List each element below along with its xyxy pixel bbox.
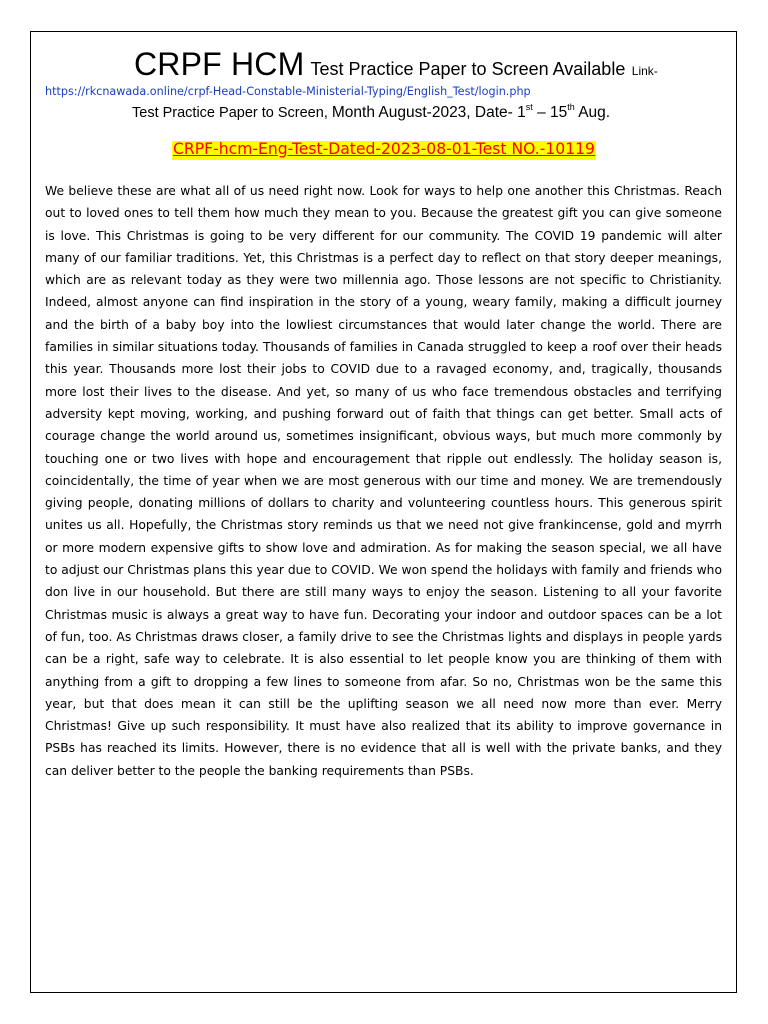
- date-dash: –: [532, 104, 550, 121]
- link-label: Link-: [631, 64, 658, 78]
- date-day-end: 15: [550, 104, 568, 121]
- practice-login-link[interactable]: https://rkcnawada.online/crpf-Head-Constable-Ministerial-Typing/English_Test/login.php: [45, 85, 531, 98]
- brand-title: CRPF HCM: [134, 46, 305, 82]
- header-title-line: [134, 48, 658, 80]
- test-title: CRPF-hcm-Eng-Test-Dated-2023-08-01-Test NO.-10119: [173, 140, 595, 158]
- header-date-line: [132, 103, 610, 121]
- test-title-row: [0, 141, 768, 160]
- date-sup-second: th: [567, 102, 575, 112]
- passage-text: We believe these are what all of us need right now. Look for ways to help one another this Christmas. Reach out to loved ones to tell them how much they mean to you. Because the greatest gift you can give someone is love. This Christmas is going to be very different for our community. The COVID 19 pandemic will alter many of our familiar traditions. Yet, this Christmas is a perfect day to reflect on that story deeper meanings, which are as relevant today as they were two millennia ago. Those lessons are not specific to Christianity. Indeed, almost anyone can find inspiration in the story of a young, weary family, making a difficult journey and the birth of a baby boy into the lowliest circumstances that would later change the world. There are families in similar situations today. Thousands of families in Canada struggled to keep a roof over their heads this year. Thousands more lost their jobs to COVID due to a ravaged economy, and, tragically, thousands more lost their lives to the disease. And yet, so many of us who face tremendous obstacles and terrifying adversity kept moving, working, and pushing forward out of faith that things can get better. Small acts of courage change the world around us, sometimes insignificant, obvious ways, but much more commonly by touching one or two lives with hope and encouragement that ripple out endlessly. The holiday season is, coincidentally, the time of year when we are most generous with our time and money. We are tremendously giving people, donating millions of dollars to charity and volunteering countless hours. This generous spirit unites us all. Hopefully, the Christmas story reminds us that we need not give frankincense, gold and myrrh or more modern expensive gifts to show love and admiration. As for making the season special, we all have to adjust our Christmas plans this year due to COVID. We won spend the holidays with family and friends who don live in our household. But there are still many ways to enjoy the season. Listening to all your favorite Christmas music is always a great way to have fun. Decorating your indoor and outdoor spaces can be a lot of fun, too. As Christmas draws closer, a family drive to see the Christmas lights and displays in people yards can be a right, safe way to celebrate. It is also essential to let people know you are thinking of them with anything from a gift to dropping a few lines to someone from afar. So no, Christmas won be the same this year, but that does mean it can still be the uplifting season we all need now more than ever. Merry Christmas! Give up such responsibility. It must have also realized that its ability to improve governance in PSBs has reached its limits. However, there is no evidence that all is well with the private banks, and they can deliver better to the people the banking requirements than PSBs.: [45, 184, 722, 778]
- date-line-month: Month August-2023, Date- 1: [331, 104, 526, 121]
- date-suffix: Aug.: [574, 104, 611, 121]
- date-line-prefix: Test Practice Paper to Screen,: [132, 105, 328, 121]
- date-sup-first: st: [525, 102, 533, 112]
- header-subtitle: Test Practice Paper to Screen Available: [310, 59, 626, 79]
